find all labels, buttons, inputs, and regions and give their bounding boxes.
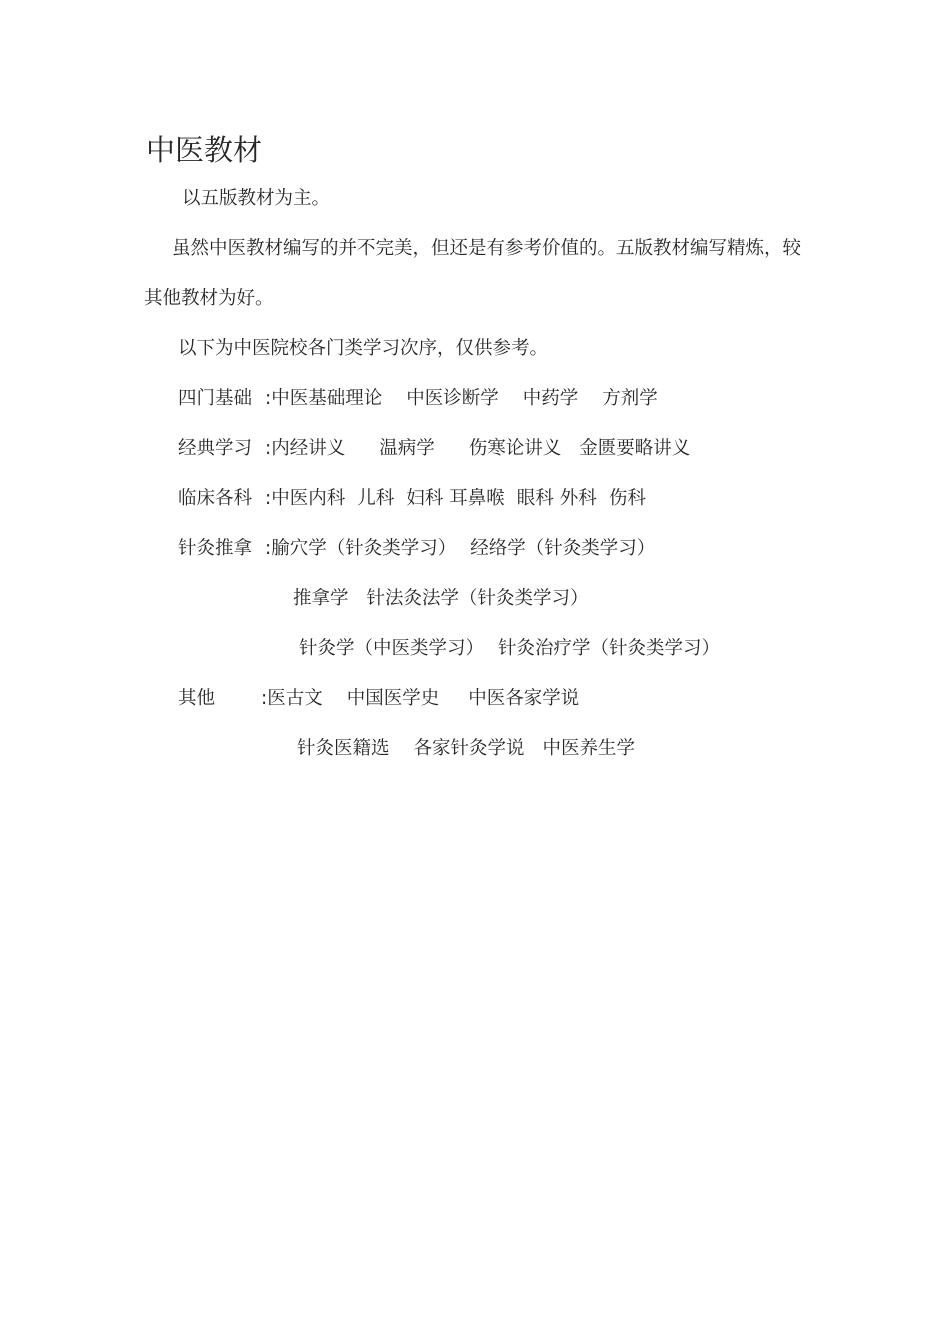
- page-title: 中医教材: [146, 133, 263, 167]
- category-items-classics: [265, 435, 690, 463]
- category-items-basics: [265, 385, 658, 413]
- description-paragraph-line-2: 其他教材为好。: [144, 288, 274, 309]
- category-items-other-cont-1: [297, 735, 635, 763]
- description-paragraph-line-1: 虽然中医教材编写的并不完美，但还是有参考价值的。五版教材编写精炼，较: [172, 238, 802, 259]
- category-items-other: [261, 685, 579, 713]
- intro-paragraph: 以五版教材为主。: [182, 188, 331, 209]
- list-item: :腧穴学（针灸类学习）: [265, 538, 457, 559]
- category-label-classics: 经典学习: [178, 438, 253, 459]
- list-item: 针灸治疗学（针灸类学习）: [498, 638, 721, 659]
- list-item: :中医基础理论: [265, 388, 383, 409]
- list-item: 中国医学史: [346, 688, 440, 709]
- list-item: 方剂学: [602, 388, 658, 409]
- list-item: :中医内科: [265, 488, 346, 509]
- list-item: 中药学: [522, 388, 579, 409]
- list-item: 针法灸法学（针灸类学习）: [366, 588, 589, 609]
- list-item: 金匮要略讲义: [579, 438, 691, 459]
- list-item: 针灸医籍选: [297, 738, 390, 759]
- category-label-basics: 四门基础: [178, 388, 253, 409]
- list-item: 妇科: [406, 488, 444, 509]
- list-item: 耳鼻喉: [449, 488, 505, 509]
- list-item: 儿科: [357, 488, 395, 509]
- list-item: 中医各家学说: [468, 688, 580, 709]
- list-item: 眼科: [516, 488, 554, 509]
- list-item: 中医养生学: [542, 738, 636, 759]
- list-item: :医古文: [261, 688, 323, 709]
- list-item: 伤寒论讲义: [468, 438, 562, 459]
- category-label-other: 其他: [178, 688, 216, 709]
- category-label-acupuncture: 针灸推拿: [178, 538, 253, 559]
- category-items-acupuncture: [265, 535, 655, 563]
- list-item: 温病学: [379, 438, 435, 459]
- list-item: :内经讲义: [265, 438, 346, 459]
- list-item: 外科: [559, 488, 597, 509]
- list-item: 针灸学（中医类学习）: [299, 638, 485, 659]
- list-item: 伤科: [608, 488, 646, 509]
- category-label-clinical: 临床各科: [178, 488, 253, 509]
- list-item: 经络学（针灸类学习）: [470, 538, 656, 559]
- list-item: 中医诊断学: [406, 388, 499, 409]
- list-item: 推拿学: [293, 588, 349, 609]
- category-items-acupuncture-cont-1: [293, 585, 589, 613]
- list-item: 各家针灸学说: [413, 738, 525, 759]
- study-order-intro: 以下为中医院校各门类学习次序，仅供参考。: [178, 338, 549, 359]
- category-items-acupuncture-cont-2: [299, 635, 720, 663]
- category-items-clinical: [265, 485, 646, 513]
